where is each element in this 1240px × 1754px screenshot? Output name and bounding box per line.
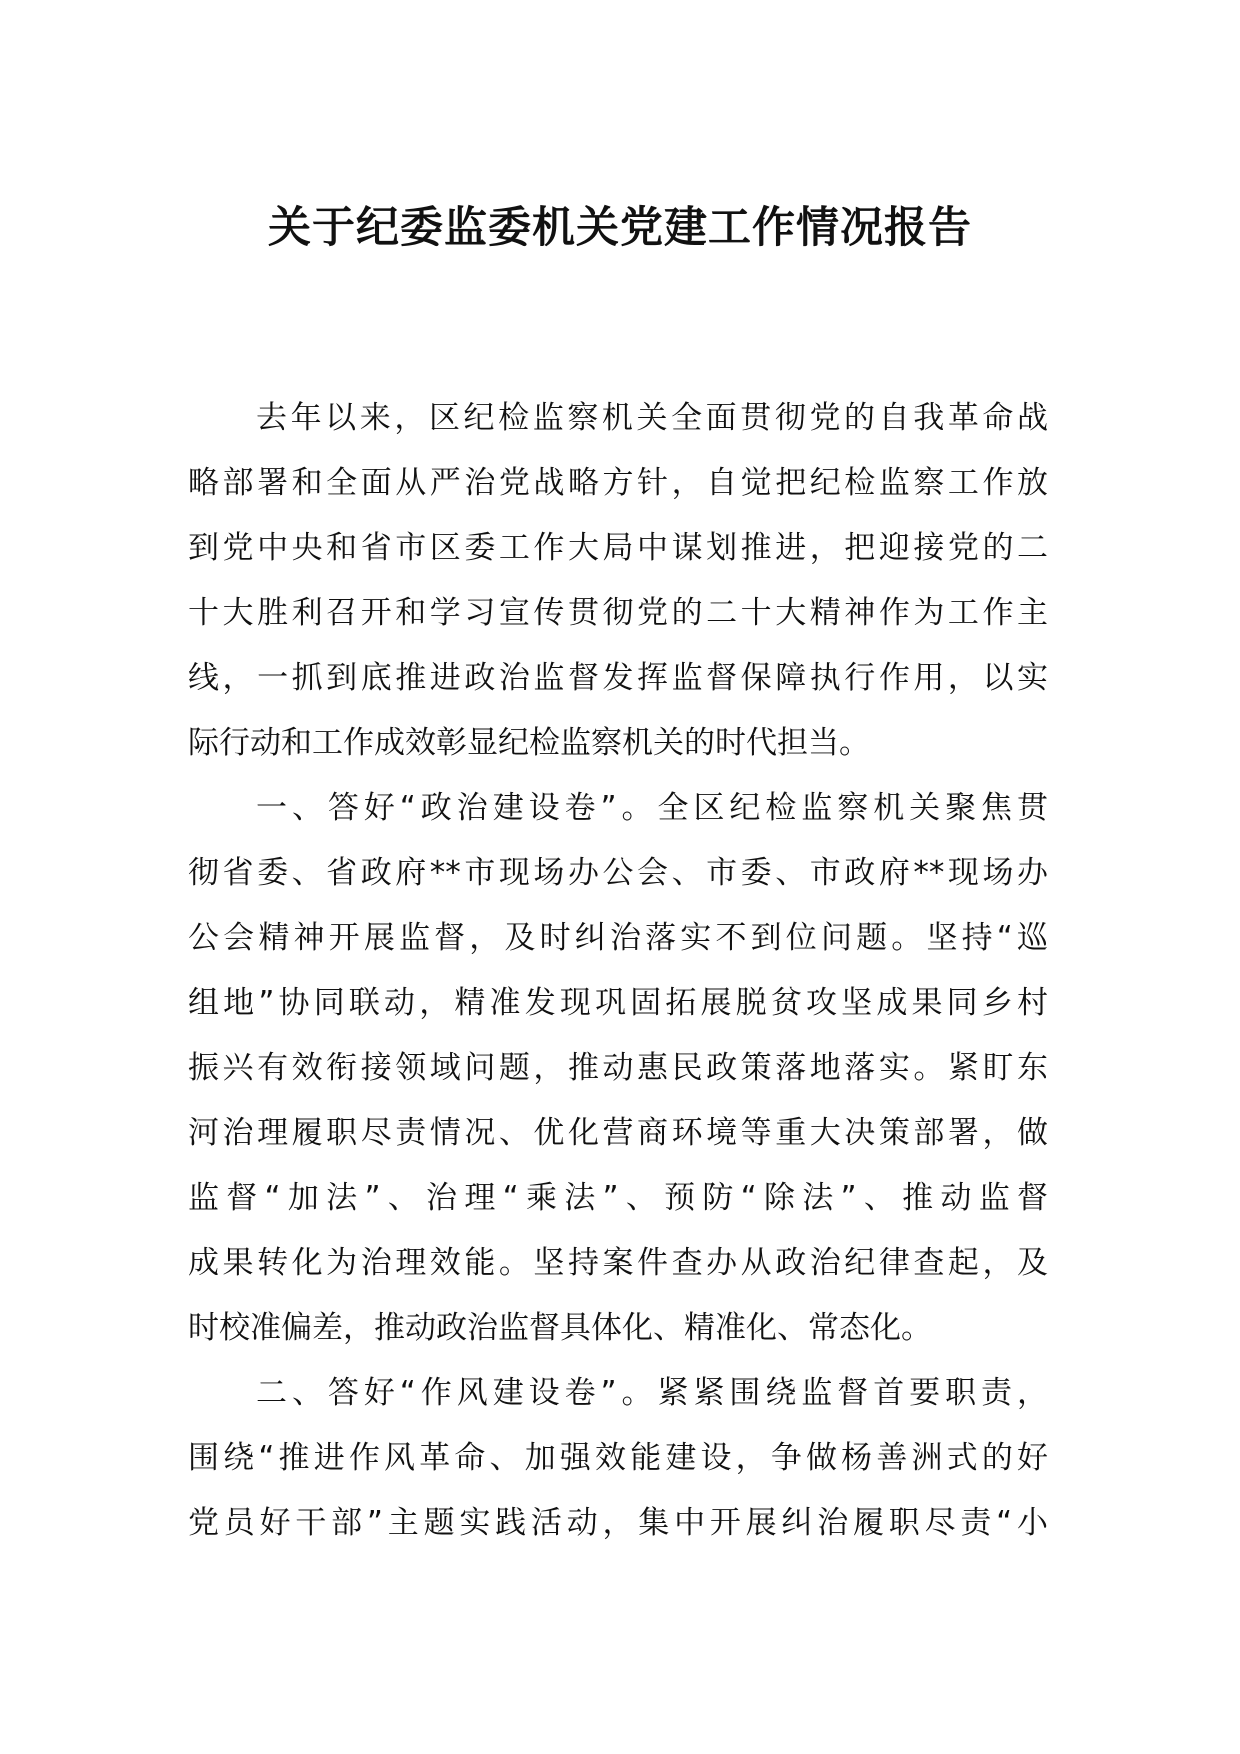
text-line: 线，一抓到底推进政治监督发挥监督保障执行作用，以实: [188, 660, 1048, 696]
text-line: 彻省委、省政府**市现场办公会、市委、市政府**现场办: [188, 855, 1048, 891]
document-body: [188, 386, 1048, 1556]
text-line: 组地”协同联动，精准发现巩固拓展脱贫攻坚成果同乡村: [188, 985, 1048, 1021]
text-line: 公会精神开展监督，及时纠治落实不到位问题。坚持“巡: [188, 920, 1048, 956]
text-line: 一、答好“政治建设卷”。全区纪检监察机关聚焦贯: [256, 790, 1048, 826]
paragraph-work-style-construction: [188, 1361, 1048, 1556]
text-line: 去年以来，区纪检监察机关全面贯彻党的自我革命战: [256, 400, 1048, 436]
text-line: 略部署和全面从严治党战略方针，自觉把纪检监察工作放: [188, 465, 1048, 501]
text-line: 时校准偏差，推动政治监督具体化、精准化、常态化。: [188, 1310, 932, 1346]
text-line: 十大胜利召开和学习宣传贯彻党的二十大精神作为工作主: [188, 595, 1048, 631]
text-line: 河治理履职尽责情况、优化营商环境等重大决策部署，做: [188, 1115, 1048, 1151]
text-line: 振兴有效衔接领域问题，推动惠民政策落地落实。紧盯东: [188, 1050, 1048, 1086]
text-line: 到党中央和省市区委工作大局中谋划推进，把迎接党的二: [188, 530, 1048, 566]
text-line: 监督“加法”、治理“乘法”、预防“除法”、推动监督: [188, 1180, 1048, 1216]
text-line: 党员好干部”主题实践活动，集中开展纠治履职尽责“小: [188, 1505, 1048, 1541]
text-line: 围绕“推进作风革命、加强效能建设，争做杨善洲式的好: [188, 1440, 1048, 1476]
text-line: 际行动和工作成效彰显纪检监察机关的时代担当。: [188, 725, 870, 761]
document-title: 关于纪委监委机关党建工作情况报告: [268, 203, 972, 253]
paragraph-intro: [188, 386, 1048, 776]
text-line: 成果转化为治理效能。坚持案件查办从政治纪律查起，及: [188, 1245, 1048, 1281]
paragraph-political-construction: [188, 776, 1048, 1361]
text-line: 二、答好“作风建设卷”。紧紧围绕监督首要职责，: [256, 1375, 1048, 1411]
